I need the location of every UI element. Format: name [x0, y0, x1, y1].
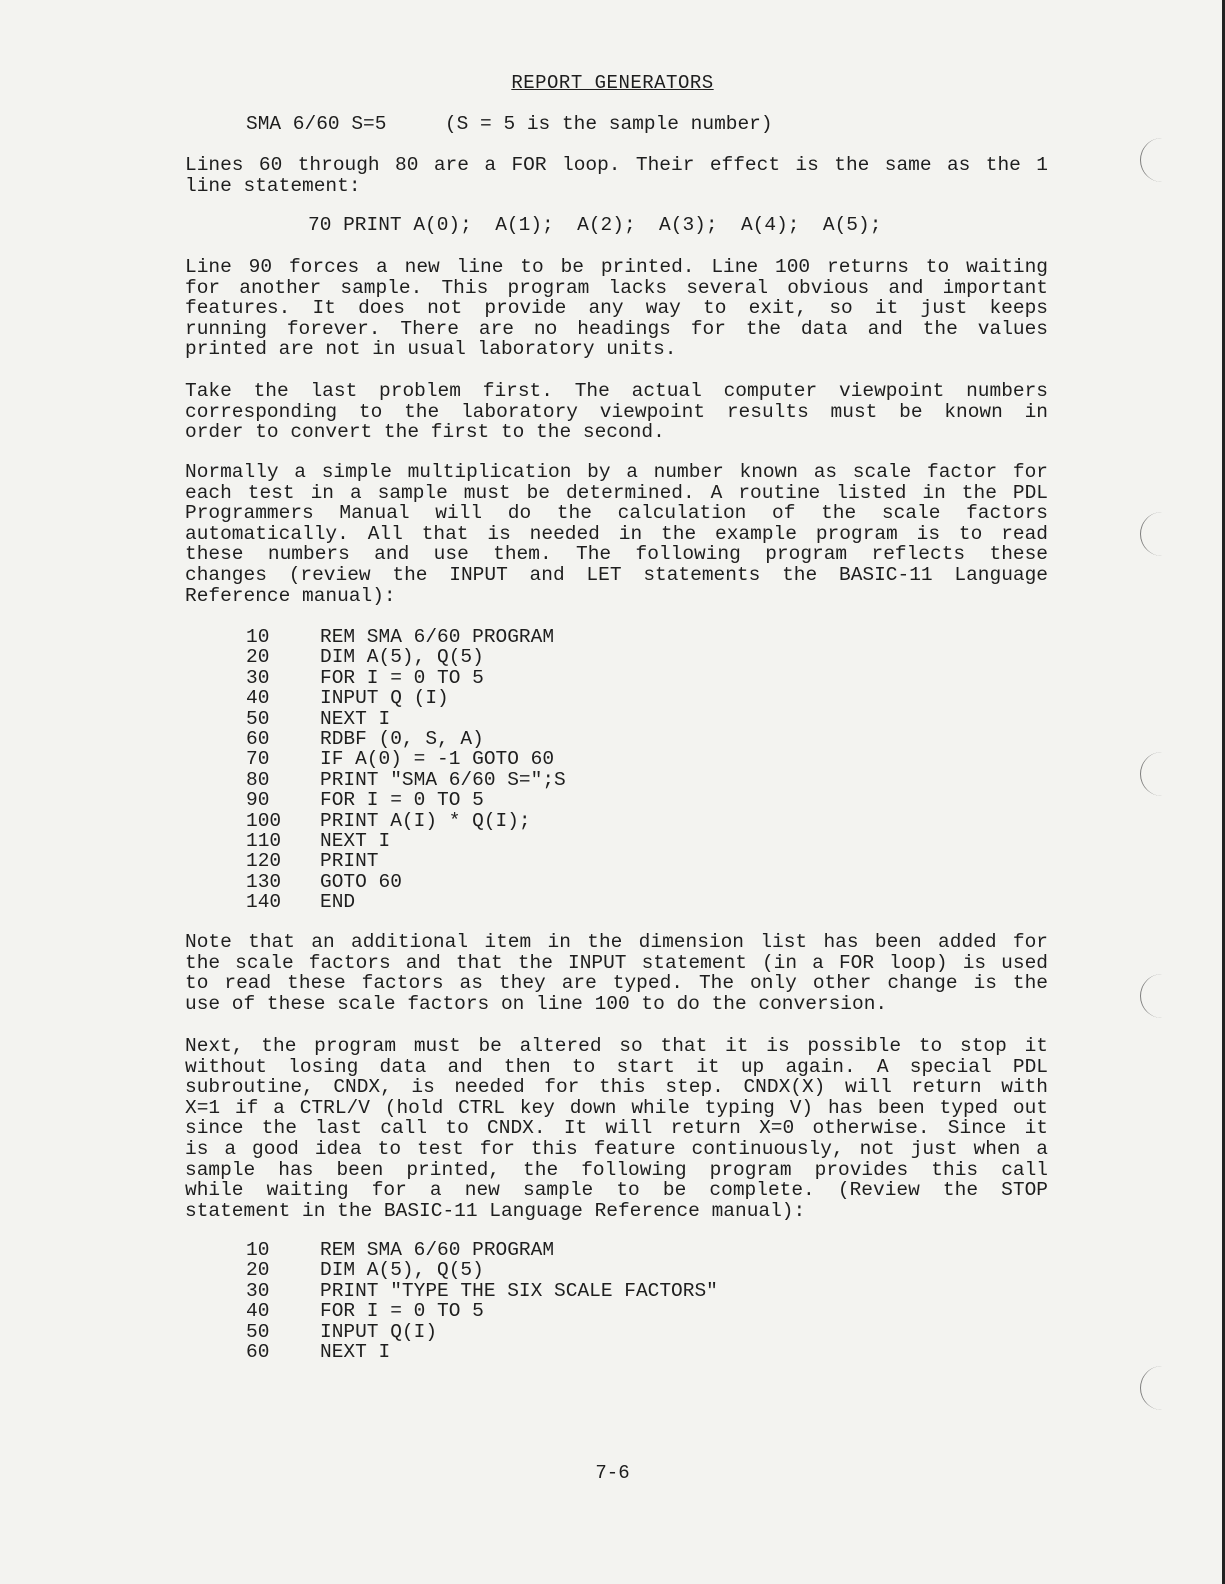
paragraph-line: Note that an additional item in the dimension list has been added for	[185, 931, 1048, 953]
statement: PRINT	[320, 850, 379, 873]
line-number: 70	[246, 748, 270, 771]
punch-mark	[1140, 974, 1169, 1018]
code-line	[246, 851, 566, 871]
paragraph-line: for another sample. This program lacks several obvious and important	[185, 276, 1048, 299]
paragraph-line: Take the last problem first. The actual computer viewpoint numbers	[185, 380, 1048, 402]
line-number: 60	[246, 727, 270, 750]
code-line	[246, 1322, 718, 1342]
paragraph-3	[185, 381, 1048, 443]
code-line	[246, 627, 566, 647]
statement: FOR I = 0 TO 5	[320, 666, 484, 689]
paragraph-line: order to convert the first to the second.	[185, 421, 665, 444]
paragraph-line: automatically. All that is needed in the example program is to read	[185, 522, 1048, 545]
statement: INPUT Q (I)	[320, 687, 449, 710]
statement: NEXT I	[320, 1340, 391, 1363]
paragraph-5	[185, 932, 1048, 1014]
code-line	[246, 892, 566, 912]
paragraph-line: is a good idea to test for this feature continuously, not just when a	[185, 1137, 1048, 1160]
paragraph-line: without losing data and then to start it up again. A special PDL	[185, 1055, 1048, 1078]
statement: END	[320, 891, 356, 914]
paragraph-line: line statement:	[185, 174, 361, 197]
statement: REM SMA 6/60 PROGRAM	[320, 1239, 555, 1261]
sample-line: SMA 6/60 S=5 (S = 5 is the sample number)	[246, 113, 773, 135]
code-line	[246, 709, 566, 729]
statement: PRINT "TYPE THE SIX SCALE FACTORS"	[320, 1279, 718, 1302]
paragraph-line: printed are not in usual laboratory units.	[185, 338, 677, 361]
paragraph-line: since the last call to CNDX. It will return X=0 otherwise. Since it	[185, 1117, 1048, 1140]
statement: FOR I = 0 TO 5	[320, 789, 484, 812]
paragraph-line: subroutine, CNDX, is needed for this step. CNDX(X) will return with	[185, 1076, 1048, 1099]
code-line	[246, 770, 566, 790]
line-number: 30	[246, 666, 270, 689]
paragraph-line: Lines 60 through 80 are a FOR loop. Their effect is the same as the 1	[185, 154, 1048, 176]
paragraph-line: X=1 if a CTRL/V (hold CTRL key down while typing V) has been typed out	[185, 1096, 1048, 1119]
code-line	[246, 1342, 718, 1362]
paragraph-line: statement in the BASIC-11 Language Reference manual):	[185, 1199, 806, 1222]
paragraph-line: corresponding to the laboratory viewpoint results must be known in	[185, 400, 1048, 423]
statement: REM SMA 6/60 PROGRAM	[320, 626, 555, 648]
line-number: 140	[246, 891, 282, 914]
paragraph-line: features. It does not provide any way to exit, so it just keeps	[185, 297, 1048, 320]
paragraph-line: while waiting for a new sample to be complete. (Review the STOP	[185, 1179, 1048, 1202]
line-number: 90	[246, 789, 270, 812]
paragraph-4	[185, 462, 1048, 606]
code-line	[246, 790, 566, 810]
statement: NEXT I	[320, 829, 391, 852]
code-line	[246, 1301, 718, 1321]
paragraph-2	[185, 257, 1048, 360]
line-number: 40	[246, 1300, 270, 1323]
statement: GOTO 60	[320, 870, 402, 893]
paragraph-line: use of these scale factors on line 100 to do the conversion.	[185, 992, 888, 1015]
statement: INPUT Q(I)	[320, 1320, 438, 1343]
paragraph-6	[185, 1036, 1048, 1221]
punch-mark	[1140, 752, 1169, 796]
print-statement-line: 70 PRINT A(0); A(1); A(2); A(3); A(4); A(5);	[308, 214, 882, 236]
code-line	[246, 749, 566, 769]
code-line	[246, 729, 566, 749]
paragraph-line: each test in a sample must be determined. A routine listed in the PDL	[185, 481, 1048, 504]
code-line	[246, 872, 566, 892]
line-number: 110	[246, 829, 282, 852]
paragraph-line: changes (review the INPUT and LET statements the BASIC-11 Language	[185, 563, 1048, 586]
line-number: 50	[246, 707, 270, 730]
paragraph-line: sample has been printed, the following program provides this call	[185, 1158, 1048, 1181]
statement: DIM A(5), Q(5)	[320, 1259, 484, 1282]
statement: NEXT I	[320, 707, 391, 730]
paragraph-line: Next, the program must be altered so that it is possible to stop it	[185, 1035, 1048, 1057]
line-number: 60	[246, 1340, 270, 1363]
paragraph-line: Normally a simple multiplication by a number known as scale factor for	[185, 461, 1048, 483]
statement: PRINT "SMA 6/60 S=";S	[320, 768, 566, 791]
paragraph-line: these numbers and use them. The following program reflects these	[185, 543, 1048, 566]
code-line	[246, 1281, 718, 1301]
line-number: 10	[246, 626, 270, 648]
paragraph-line: Reference manual):	[185, 584, 396, 607]
statement: DIM A(5), Q(5)	[320, 646, 484, 669]
line-number: 20	[246, 646, 270, 669]
page-title: REPORT GENERATORS	[511, 72, 714, 94]
paragraph-line: Programmers Manual will do the calculation of the scale factors	[185, 502, 1048, 525]
code-line	[246, 688, 566, 708]
statement: RDBF (0, S, A)	[320, 727, 484, 750]
line-number: 120	[246, 850, 282, 873]
line-number: 100	[246, 809, 282, 832]
paragraph-1	[185, 155, 1048, 196]
paragraph-line: to read these factors as they are typed. The only other change is the	[185, 972, 1048, 995]
code-line	[246, 647, 566, 667]
punch-mark	[1140, 512, 1169, 556]
statement: IF A(0) = -1 GOTO 60	[320, 748, 555, 771]
code-line	[246, 831, 566, 851]
punch-mark	[1140, 138, 1169, 182]
code-line	[246, 1240, 718, 1260]
program-listing-1	[246, 627, 566, 912]
line-number: 10	[246, 1239, 270, 1261]
program-listing-2	[246, 1240, 718, 1362]
line-number: 30	[246, 1279, 270, 1302]
paragraph-line: running forever. There are no headings for the data and the values	[185, 317, 1048, 340]
line-number: 50	[246, 1320, 270, 1343]
code-line	[246, 668, 566, 688]
line-number: 130	[246, 870, 282, 893]
code-line	[246, 1260, 718, 1280]
statement: PRINT A(I) * Q(I);	[320, 809, 531, 832]
punch-mark	[1140, 1366, 1169, 1410]
page-number: 7-6	[595, 1462, 630, 1484]
code-line	[246, 811, 566, 831]
line-number: 20	[246, 1259, 270, 1282]
line-number: 80	[246, 768, 270, 791]
statement: FOR I = 0 TO 5	[320, 1300, 484, 1323]
paragraph-line: Line 90 forces a new line to be printed. Line 100 returns to waiting	[185, 256, 1048, 278]
paragraph-line: the scale factors and that the INPUT statement (in a FOR loop) is used	[185, 951, 1048, 974]
line-number: 40	[246, 687, 270, 710]
